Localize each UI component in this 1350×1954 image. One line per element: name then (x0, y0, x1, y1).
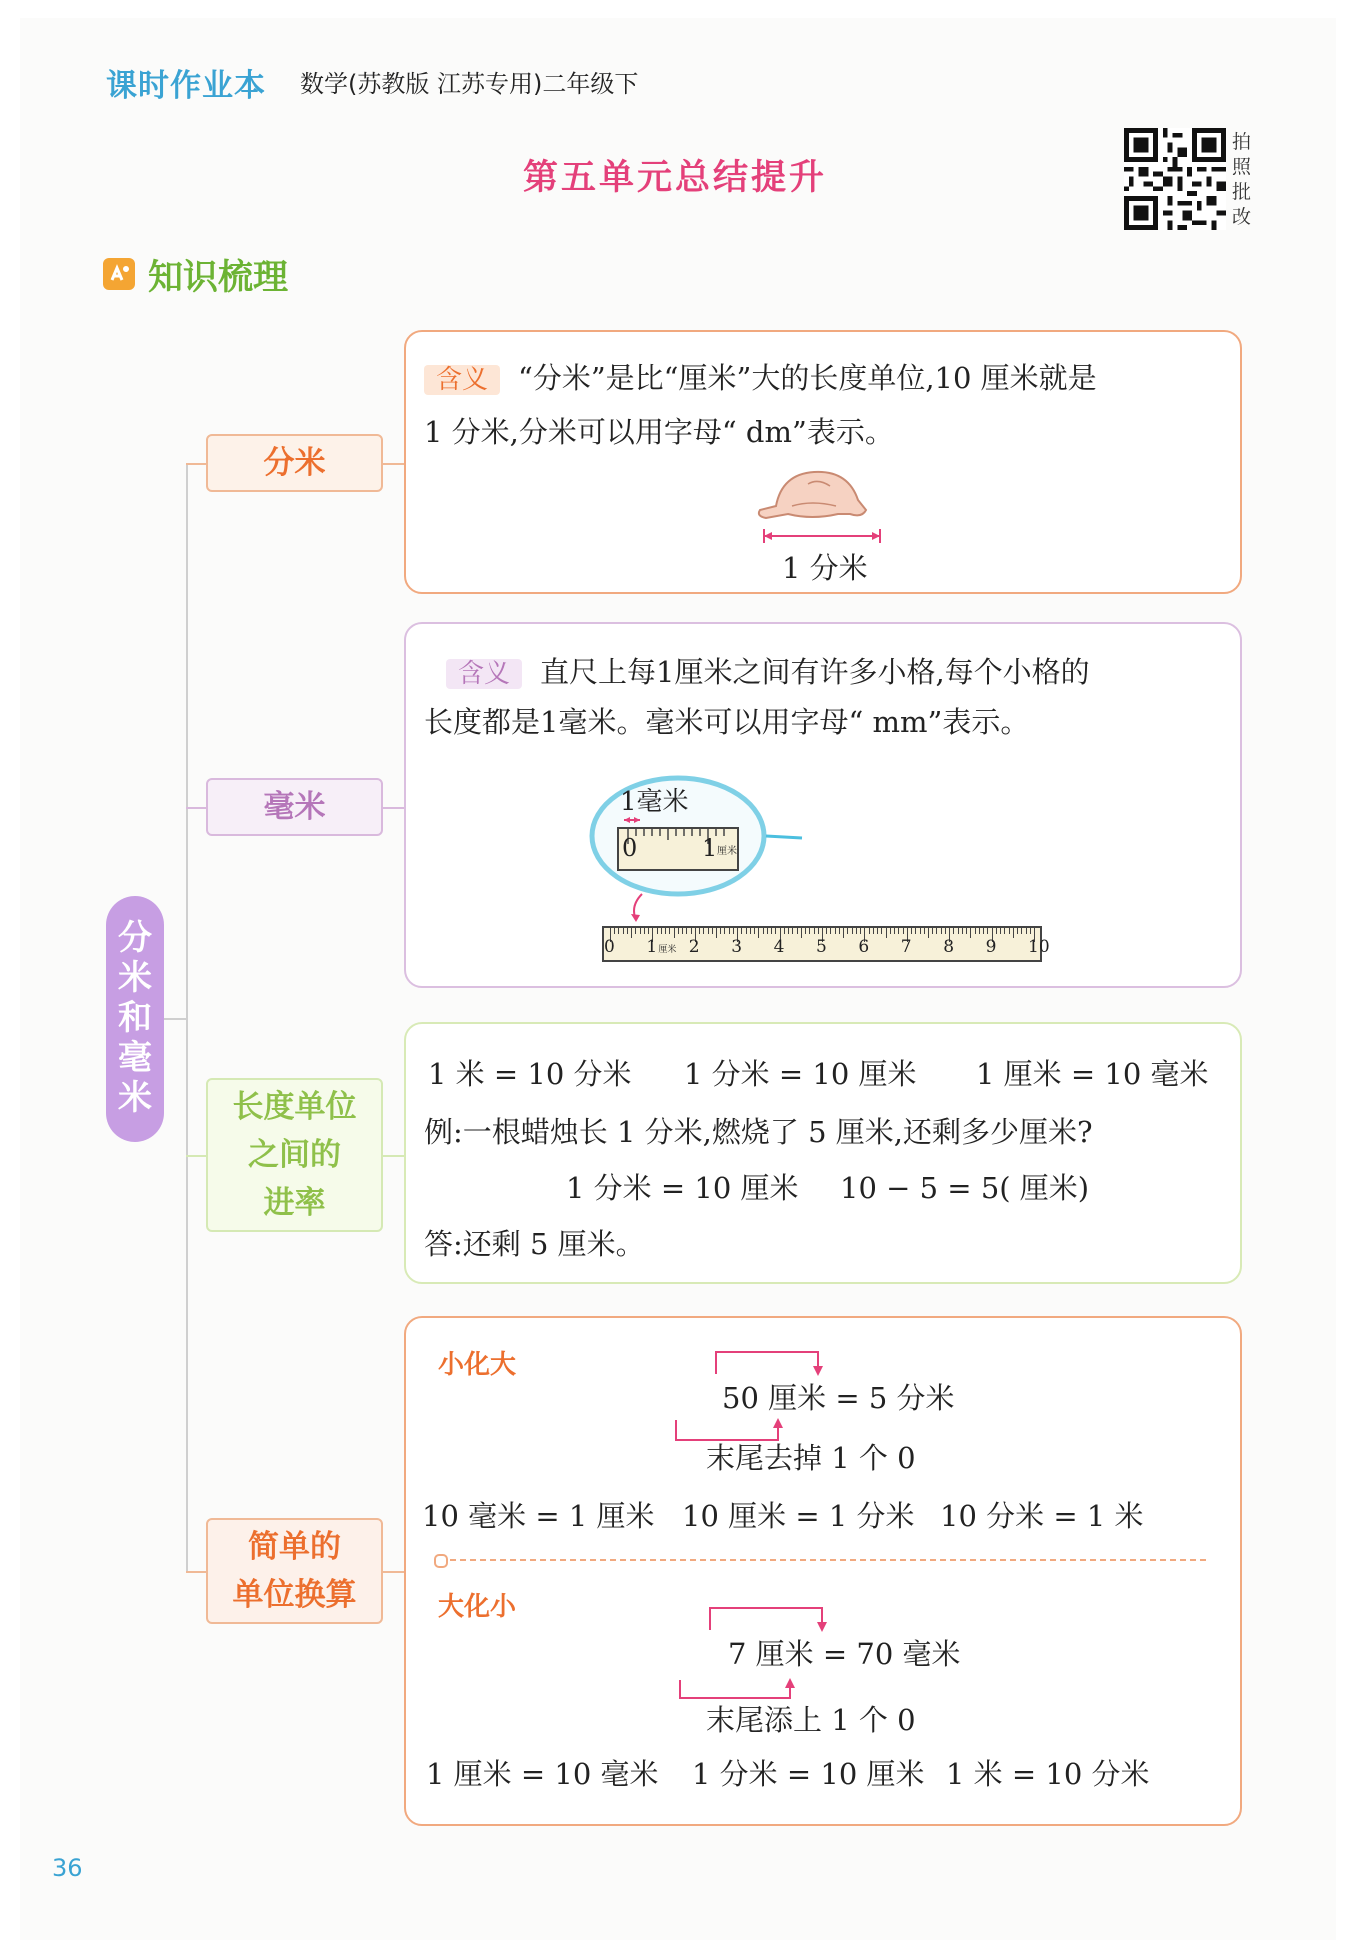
decimeter-meaning-line2: 1 分米,分米可以用字母“ dm”表示。 (424, 415, 894, 449)
page-number: 36 (52, 1854, 83, 1882)
big-to-small-eq: 1 米 = 10 分米 (946, 1757, 1150, 1791)
example-answer: 答:还剩 5 厘米。 (424, 1227, 645, 1261)
ruler-number: 10 (1028, 937, 1050, 957)
small-to-big-eq: 10 毫米 = 1 厘米 (422, 1499, 655, 1533)
root-char: 米 (118, 958, 152, 998)
hand-gesture-icon (752, 466, 884, 528)
solution-step-1: 1 分米 = 10 厘米 (566, 1171, 799, 1205)
branch-label: 毫米 (263, 789, 326, 825)
ruler-number: 0 (604, 937, 615, 957)
ruler-labels (602, 926, 1050, 962)
root-char: 毫 (118, 1038, 152, 1078)
zoom-one-label: 1 (702, 834, 718, 862)
rate-centimeter-millimeter: 1 厘米 = 10 毫米 (976, 1057, 1209, 1091)
small-to-big-eq: 10 厘米 = 1 分米 (682, 1499, 915, 1533)
zoom-millimeter-label: 1毫米 (620, 787, 689, 817)
big-to-small-eq: 1 厘米 = 10 毫米 (426, 1757, 659, 1791)
zoom-unit-label: 厘米 (717, 846, 737, 857)
ruler-unit: 厘米 (658, 945, 677, 955)
unit-title: 第五单元总结提升 (522, 158, 827, 198)
connector-conversion (186, 1571, 206, 1573)
root-topic-label (106, 896, 164, 1142)
branch-unit-rates (206, 1078, 383, 1232)
decimeter-definition-text: “分米”是比“厘米”大的长度单位,10 厘米就是 (518, 361, 1097, 395)
ruler-number: 2 (688, 937, 700, 957)
branch-label: 进率 (263, 1185, 326, 1221)
ruler-number: 5 (816, 937, 827, 957)
connector-decimeter (186, 463, 206, 465)
meaning-tag: 含义 (446, 659, 522, 689)
connector-millimeter (186, 807, 206, 809)
decimeter-figure-caption: 1 分米 (782, 551, 868, 585)
brand-title: 课时作业本 (106, 68, 266, 104)
tree-root-connector (164, 1018, 186, 1020)
ruler-number: 1 (646, 937, 658, 957)
zoom-zero-label: 0 (622, 834, 638, 862)
connector-conversion-box (383, 1571, 404, 1573)
small-to-big-heading: 小化大 (438, 1350, 517, 1380)
branch-label: 分米 (263, 445, 326, 481)
branch-label: 简单的 (248, 1529, 341, 1565)
big-to-small-heading: 大化小 (438, 1592, 517, 1622)
decimeter-box (404, 330, 1242, 594)
big-to-small-eq: 1 分米 = 10 厘米 (692, 1757, 925, 1791)
unit-rates-box (404, 1022, 1242, 1284)
section-title: 知识梳理 (148, 258, 289, 298)
connector-millimeter-box (383, 807, 404, 809)
unit-conversion-box (404, 1316, 1242, 1826)
small-to-big-note: 末尾去掉 1 个 0 (706, 1441, 916, 1475)
branch-millimeter (206, 778, 383, 836)
divider-dot (434, 1554, 448, 1568)
root-char: 和 (118, 998, 152, 1038)
solution-step-2: 10 − 5 = 5( 厘米) (840, 1171, 1090, 1205)
small-to-big-eq: 10 分米 = 1 米 (940, 1499, 1144, 1533)
meaning-tag: 含义 (424, 365, 500, 395)
root-char: 米 (118, 1078, 152, 1118)
ruler-number: 9 (985, 937, 997, 957)
connector-decimeter-box (383, 463, 404, 465)
ruler-number: 3 (731, 937, 743, 957)
millimeter-box (404, 622, 1242, 988)
branch-decimeter (206, 434, 383, 492)
small-to-big-example: 50 厘米 = 5 分米 (722, 1381, 955, 1415)
ruler-number: 8 (943, 937, 955, 957)
qr-code-icon[interactable] (1124, 128, 1226, 230)
root-char: 分 (118, 918, 152, 958)
connector-rates-box (383, 1155, 404, 1157)
qr-caption: 拍照批改 (1232, 131, 1252, 228)
subject-label: 数学(苏教版 江苏专用)二年级下 (300, 70, 639, 98)
big-to-small-example: 7 厘米 = 70 毫米 (728, 1637, 961, 1671)
branch-label: 单位换算 (232, 1577, 357, 1613)
big-to-small-note: 末尾添上 1 个 0 (706, 1703, 916, 1737)
tree-trunk-line (186, 463, 188, 1572)
connector-rates (186, 1155, 206, 1157)
example-question: 例:一根蜡烛长 1 分米,燃烧了 5 厘米,还剩多少厘米? (424, 1115, 1093, 1149)
zoom-pointer-arrow (628, 892, 648, 924)
rate-decimeter-centimeter: 1 分米 = 10 厘米 (684, 1057, 917, 1091)
millimeter-meaning-line2: 长度都是1毫米。毫米可以用字母“ mm”表示。 (424, 705, 1030, 739)
ruler-number: 7 (900, 937, 912, 957)
branch-label: 长度单位 (232, 1089, 357, 1125)
branch-label: 之间的 (248, 1137, 341, 1173)
decimeter-meaning-line1 (424, 350, 1097, 408)
rate-meter-decimeter: 1 米 = 10 分米 (428, 1057, 632, 1091)
branch-unit-conversion (206, 1518, 383, 1624)
ruler-number: 4 (773, 937, 785, 957)
ruler-number: 6 (858, 937, 870, 957)
knowledge-icon (103, 258, 135, 290)
section-divider (440, 1559, 1206, 1561)
millimeter-definition-text: 直尺上每1厘米之间有许多小格,每个小格的 (540, 655, 1090, 689)
